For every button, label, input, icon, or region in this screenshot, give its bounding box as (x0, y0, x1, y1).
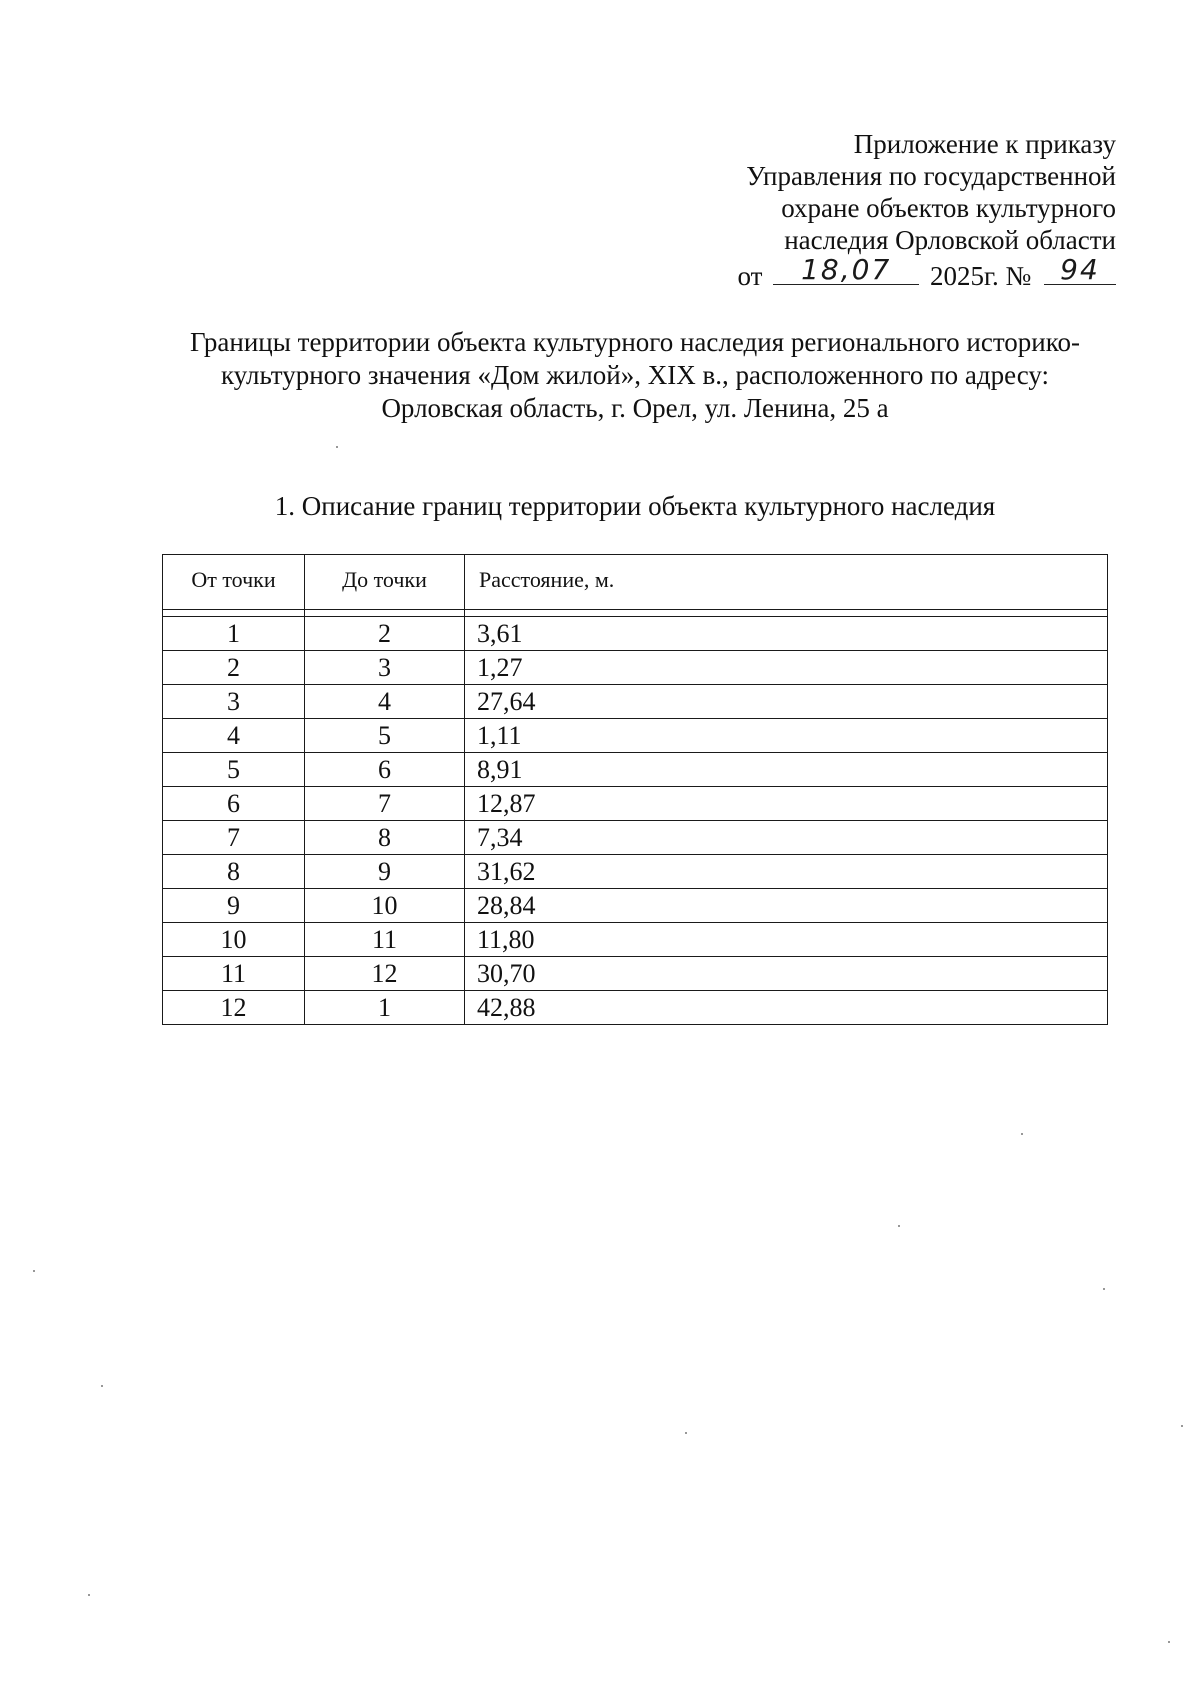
distance-cell: 8,91 (465, 753, 1108, 787)
appendix-line-3: охране объектов культурного (781, 193, 1116, 223)
date-prefix: от (737, 261, 763, 291)
appendix-line-1: Приложение к приказу (853, 129, 1116, 159)
scan-speck (1181, 1425, 1183, 1427)
header-to-point: До точки (305, 555, 465, 610)
from-point-cell: 2 (163, 651, 305, 685)
to-point-cell: 4 (305, 685, 465, 719)
to-point-cell: 12 (305, 957, 465, 991)
to-point-cell: 5 (305, 719, 465, 753)
distance-cell: 1,11 (465, 719, 1108, 753)
table-body (163, 610, 1108, 1025)
to-point-cell: 8 (305, 821, 465, 855)
from-point-cell: 9 (163, 889, 305, 923)
distance-cell: 27,64 (465, 685, 1108, 719)
appendix-line-4: наследия Орловской области (784, 225, 1116, 255)
table-row (163, 753, 1108, 787)
to-point-cell: 7 (305, 787, 465, 821)
date-blank (773, 253, 919, 286)
handwritten-date: 18,07 (801, 253, 892, 286)
from-point-cell: 3 (163, 685, 305, 719)
table-row (163, 685, 1108, 719)
scan-speck (1103, 1288, 1105, 1290)
distance-cell: 42,88 (465, 991, 1108, 1025)
to-point-cell: 10 (305, 889, 465, 923)
to-point-cell: 1 (305, 991, 465, 1025)
scan-speck (336, 446, 338, 448)
from-point-cell: 12 (163, 991, 305, 1025)
table-row (163, 855, 1108, 889)
table-row (163, 787, 1108, 821)
heading-line-1: Границы территории объекта культурного наследия регионального историко- (190, 327, 1080, 357)
number-blank (1044, 253, 1116, 286)
distance-cell: 28,84 (465, 889, 1108, 923)
scan-speck (88, 1594, 90, 1596)
heading-line-2: культурного значения «Дом жилой», XIX в., расположенного по адресу: (220, 360, 1050, 390)
distance-cell: 12,87 (465, 787, 1108, 821)
table-row (163, 889, 1108, 923)
boundary-table (162, 554, 1108, 1025)
distance-cell: 31,62 (465, 855, 1108, 889)
distance-cell: 11,80 (465, 923, 1108, 957)
order-date-line (737, 253, 1117, 292)
scan-speck (33, 1270, 35, 1272)
document-heading (120, 326, 1150, 425)
order-year: 2025г. № (929, 261, 1032, 291)
handwritten-number: 94 (1060, 253, 1100, 286)
table-header-row (163, 555, 1108, 610)
appendix-line-2: Управления по государственной (746, 161, 1116, 191)
from-point-cell: 4 (163, 719, 305, 753)
distance-cell: 1,27 (465, 651, 1108, 685)
heading-line-3: Орловская область, г. Орел, ул. Ленина, 25 а (381, 393, 889, 423)
from-point-cell: 6 (163, 787, 305, 821)
distance-cell: 7,34 (465, 821, 1108, 855)
scan-speck (685, 1432, 687, 1434)
from-point-cell: 7 (163, 821, 305, 855)
scan-speck (898, 1225, 900, 1227)
table-row (163, 617, 1108, 651)
scan-speck (101, 1385, 103, 1387)
to-point-cell: 11 (305, 923, 465, 957)
table-row (163, 923, 1108, 957)
to-point-cell: 2 (305, 617, 465, 651)
header-from-point: От точки (163, 555, 305, 610)
appendix-block (738, 128, 1117, 292)
table-row (163, 719, 1108, 753)
to-point-cell: 9 (305, 855, 465, 889)
table-row (163, 957, 1108, 991)
header-distance: Расстояние, м. (465, 555, 1108, 610)
table-gap-row (163, 610, 1108, 617)
to-point-cell: 3 (305, 651, 465, 685)
to-point-cell: 6 (305, 753, 465, 787)
from-point-cell: 1 (163, 617, 305, 651)
table-row (163, 821, 1108, 855)
from-point-cell: 8 (163, 855, 305, 889)
distance-cell: 30,70 (465, 957, 1108, 991)
scan-speck (1168, 1641, 1170, 1643)
from-point-cell: 5 (163, 753, 305, 787)
section-title: 1. Описание границ территории объекта культурного наследия (274, 491, 996, 521)
table-row (163, 651, 1108, 685)
scan-speck (1021, 1133, 1023, 1135)
from-point-cell: 10 (163, 923, 305, 957)
table-row (163, 991, 1108, 1025)
distance-cell: 3,61 (465, 617, 1108, 651)
from-point-cell: 11 (163, 957, 305, 991)
